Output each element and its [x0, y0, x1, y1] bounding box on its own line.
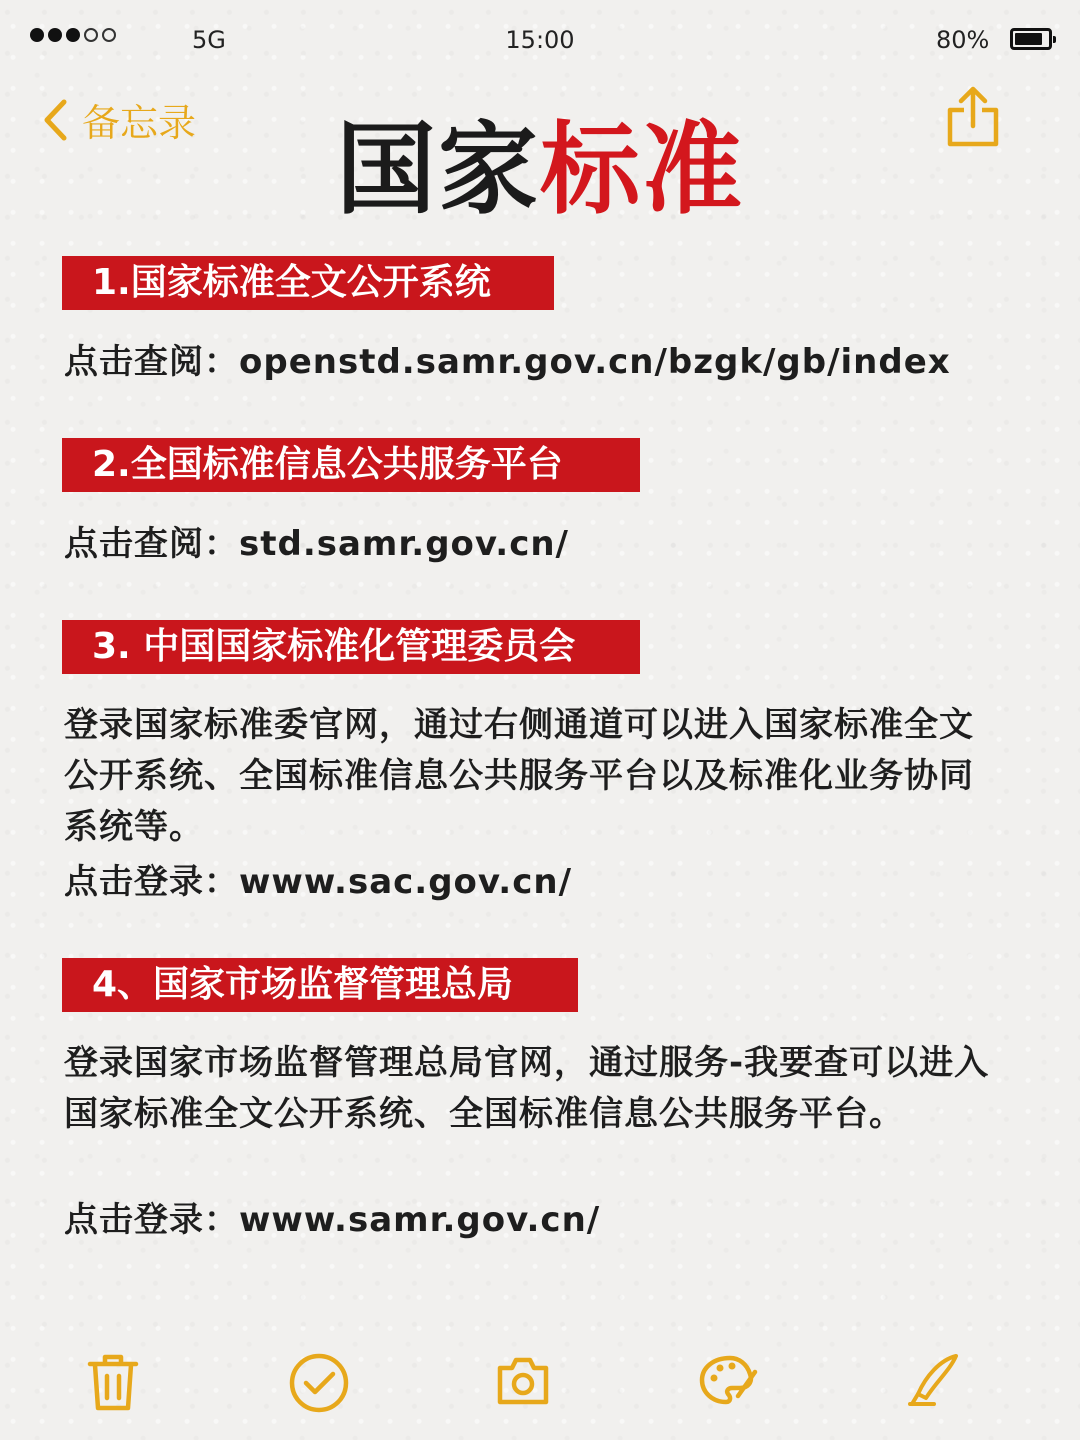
section-4-heading: 4、国家市场监督管理总局 — [62, 958, 578, 1012]
section-1-link[interactable] — [64, 334, 951, 383]
section-3-link[interactable] — [64, 854, 572, 903]
clock: 15:00 — [505, 26, 575, 54]
section-4-description: 登录国家市场监督管理总局官网，通过服务-我要查可以进入国家标准全文公开系统、全国标准信息公共服务平台。 — [64, 1043, 990, 1134]
camera-button[interactable] — [494, 1352, 552, 1412]
palette-icon — [698, 1352, 758, 1408]
pen-icon — [904, 1352, 964, 1408]
battery-percent: 80% — [936, 26, 990, 54]
page-title — [0, 112, 1080, 227]
link-url[interactable]: std.samr.gov.cn/ — [239, 524, 569, 564]
link-prefix: 点击查阅： — [64, 524, 239, 564]
section-3-description: 登录国家标准委官网，通过右侧通道可以进入国家标准全文公开系统、全国标准信息公共服务平台以及标准化业务协同系统等。 — [64, 705, 974, 847]
link-url[interactable]: www.samr.gov.cn/ — [239, 1200, 601, 1240]
network-type: 5G — [192, 26, 226, 54]
checkmark-circle-icon — [288, 1352, 350, 1414]
link-url[interactable]: openstd.samr.gov.cn/bzgk/gb/index — [239, 342, 951, 382]
section-4-link[interactable] — [64, 1192, 600, 1241]
title-part-2: 标准 — [540, 111, 744, 228]
title-part-1: 国家 — [336, 111, 540, 228]
link-prefix: 点击登录： — [64, 1200, 239, 1240]
section-1-heading: 1.国家标准全文公开系统 — [62, 256, 554, 310]
section-3-heading: 3. 中国国家标准化管理委员会 — [62, 620, 640, 674]
battery-icon — [1010, 28, 1052, 50]
section-2-link[interactable] — [64, 516, 569, 565]
checklist-button[interactable] — [288, 1352, 350, 1418]
camera-icon — [494, 1352, 552, 1408]
link-url[interactable]: www.sac.gov.cn/ — [239, 862, 573, 902]
status-bar — [0, 24, 1080, 58]
link-prefix: 点击查阅： — [64, 342, 239, 382]
back-label: 备忘录 — [82, 101, 197, 145]
delete-button[interactable] — [86, 1352, 140, 1416]
markup-button[interactable] — [698, 1352, 758, 1412]
link-prefix: 点击登录： — [64, 862, 239, 902]
bottom-toolbar — [0, 1352, 1080, 1422]
compose-button[interactable] — [904, 1352, 964, 1412]
section-2-heading: 2.全国标准信息公共服务平台 — [62, 438, 640, 492]
trash-icon — [86, 1352, 140, 1412]
